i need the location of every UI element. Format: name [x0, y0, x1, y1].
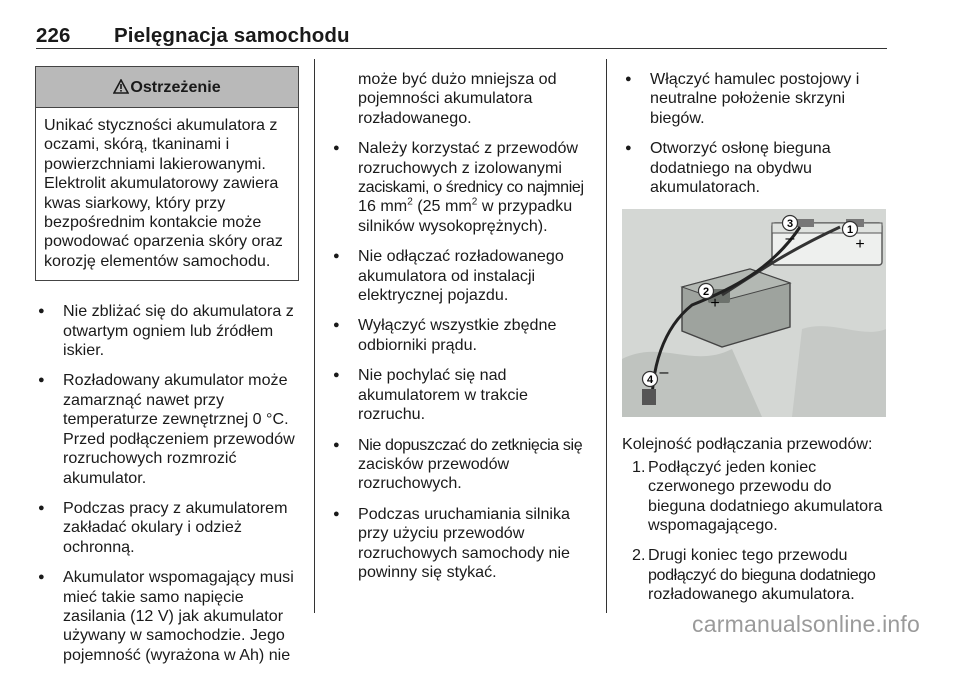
line: iskier.: [63, 341, 105, 360]
line: Drugi koniec tego przewodu: [648, 546, 848, 565]
line: rozruchowych.: [358, 474, 462, 493]
line: rozruchowych z izolowanymi: [358, 158, 562, 177]
list-item: [330, 316, 596, 355]
line: ● Rozładowany akumulator może: [63, 371, 288, 390]
line: ● Włączyć hamulec postojowy i: [650, 70, 860, 88]
line: rozruchu.: [358, 405, 426, 424]
superscript: 2: [471, 197, 478, 209]
warning-line: oczami, skórą, tkaninami i: [44, 135, 230, 154]
line: temperaturze zewnętrznej 0 °C.: [63, 410, 289, 429]
line: rozruchowych rozmrozić: [63, 449, 237, 468]
line: ● Podczas pracy z akumulatorem: [63, 498, 288, 517]
list-item: [35, 371, 299, 487]
plus-sign: +: [710, 295, 720, 313]
warning-line: bezpośrednim kontakcie może: [44, 213, 262, 232]
line: ochronną.: [63, 537, 135, 556]
line: powinny się stykać.: [358, 562, 497, 581]
callout-label: 4: [646, 374, 654, 387]
text: 16 mm: [358, 197, 408, 216]
safety-list-2: [330, 139, 596, 582]
column-3: [622, 70, 892, 616]
line: może być dużo mniejsza od: [358, 70, 557, 88]
line: dodatniego na obydwu: [650, 158, 812, 177]
list-item: [35, 302, 299, 360]
line: odbiorniki prądu.: [358, 335, 477, 354]
line: zacisków przewodów: [358, 454, 510, 473]
warning-title: Ostrzeżenie: [130, 78, 221, 96]
page-number: 226: [36, 24, 71, 47]
line: biegów.: [650, 108, 705, 127]
list-item: [330, 505, 596, 583]
callout-label: 3: [786, 218, 794, 231]
line: ● Nie odłączać rozładowanego: [358, 247, 564, 266]
line: Przed podłączeniem przewodów: [63, 429, 295, 448]
line: rozruchowych samochody nie: [358, 543, 571, 562]
warning-box: [35, 66, 299, 281]
line: silników wysokoprężnych).: [358, 216, 548, 235]
callout-label: 2: [702, 286, 710, 299]
line: ● Nie dopuszczać do zetknięcia się: [358, 435, 583, 454]
list-item: [622, 70, 892, 128]
line: ● Akumulator wspomagający musi: [63, 568, 294, 587]
plus-sign: +: [855, 236, 865, 254]
connection-steps: [622, 458, 892, 605]
list-item: [330, 366, 596, 424]
continuation-text: [330, 70, 596, 128]
line: ● Nie zbliżać się do akumulatora z: [63, 302, 294, 321]
warning-line: kwas siarkowy, który przy: [44, 193, 226, 212]
list-item: [330, 247, 596, 305]
line: bieguna dodatniego akumulatora: [648, 496, 883, 515]
warning-line: korozję elementów samochodu.: [44, 251, 271, 270]
line: rozładowanego akumulatora.: [648, 585, 855, 604]
safety-list: [35, 302, 299, 665]
minus-sign: –: [785, 230, 795, 248]
line: wspomagającego.: [648, 516, 778, 535]
line: akumulatorach.: [650, 178, 761, 197]
warning-header: [36, 67, 298, 108]
line: Podłączyć jeden koniec: [648, 457, 817, 476]
line: czerwonego przewodu do: [648, 477, 832, 496]
warning-line: powierzchniami lakierowanymi.: [44, 154, 266, 173]
line: ● Należy korzystać z przewodów: [358, 139, 579, 158]
line: akumulatorem w trakcie: [358, 385, 528, 404]
line: otwartym ogniem lub źródłem: [63, 321, 274, 340]
superscript: 2: [407, 197, 413, 209]
page-header: [36, 24, 350, 48]
line: zasilania (12 V) jak akumulator: [63, 606, 284, 625]
column-1: [35, 66, 299, 676]
text: (25 mm: [412, 197, 472, 216]
callout-label: 1: [846, 224, 854, 237]
line: zakładać okulary i odzież: [63, 518, 242, 537]
line: podłączyć do bieguna dodatniego: [648, 565, 876, 584]
line: rozładowanego.: [358, 108, 472, 127]
list-item: [622, 139, 892, 197]
column-2: [330, 70, 596, 593]
battery-jumpstart-illustration: [622, 209, 886, 417]
line: elektrycznej pojazdu.: [358, 286, 509, 305]
list-item: [35, 568, 299, 665]
warning-triangle-icon: [113, 79, 129, 94]
line: ● Nie pochylać się nad: [358, 366, 507, 385]
step-item: [622, 458, 892, 536]
line: akumulator.: [63, 468, 147, 487]
step-item: [622, 546, 892, 604]
column-divider-left: [314, 59, 315, 613]
watermark: carmanualsonline.info: [692, 611, 920, 637]
sequence-caption: Kolejność podłączania przewodów:: [622, 435, 873, 454]
minus-sign: –: [659, 364, 669, 382]
line: przy użyciu przewodów: [358, 524, 525, 543]
line: mieć takie samo napięcie: [63, 587, 244, 606]
list-item: [330, 436, 596, 494]
line: zaciskami, o średnicy co najmniej: [358, 178, 584, 197]
warning-line: powodować oparzenia skóry oraz: [44, 232, 283, 251]
line: [358, 197, 596, 216]
line: zamarznąć nawet przy: [63, 390, 225, 409]
preparation-list: [622, 70, 892, 197]
warning-line: Elektrolit akumulatorowy zawiera: [44, 174, 279, 193]
line: ● Podczas uruchamiania silnika: [358, 504, 571, 523]
engine-bay-drawing: [622, 209, 886, 417]
list-item-cables: [330, 139, 596, 236]
column-divider-right: [606, 59, 607, 613]
line: ● Otworzyć osłonę bieguna: [650, 139, 831, 158]
step-number: 1.: [632, 457, 646, 476]
line: neutralne położenie skrzyni: [650, 89, 846, 108]
line: pojemności akumulatora: [358, 89, 533, 108]
line: ● Wyłączyć wszystkie zbędne: [358, 316, 557, 335]
line: pojemność (wyrażona w Ah) nie: [63, 645, 291, 664]
line: używany w samochodzie. Jego: [63, 626, 285, 645]
text: w przypadku: [477, 197, 573, 216]
header-rule: [36, 48, 887, 49]
step-number: 2.: [632, 546, 646, 565]
warning-body: [36, 108, 298, 280]
warning-line: Unikać styczności akumulatora z: [44, 116, 278, 134]
list-item: [35, 499, 299, 557]
page-title: Pielęgnacja samochodu: [114, 24, 350, 47]
line: akumulatora od instalacji: [358, 266, 536, 285]
